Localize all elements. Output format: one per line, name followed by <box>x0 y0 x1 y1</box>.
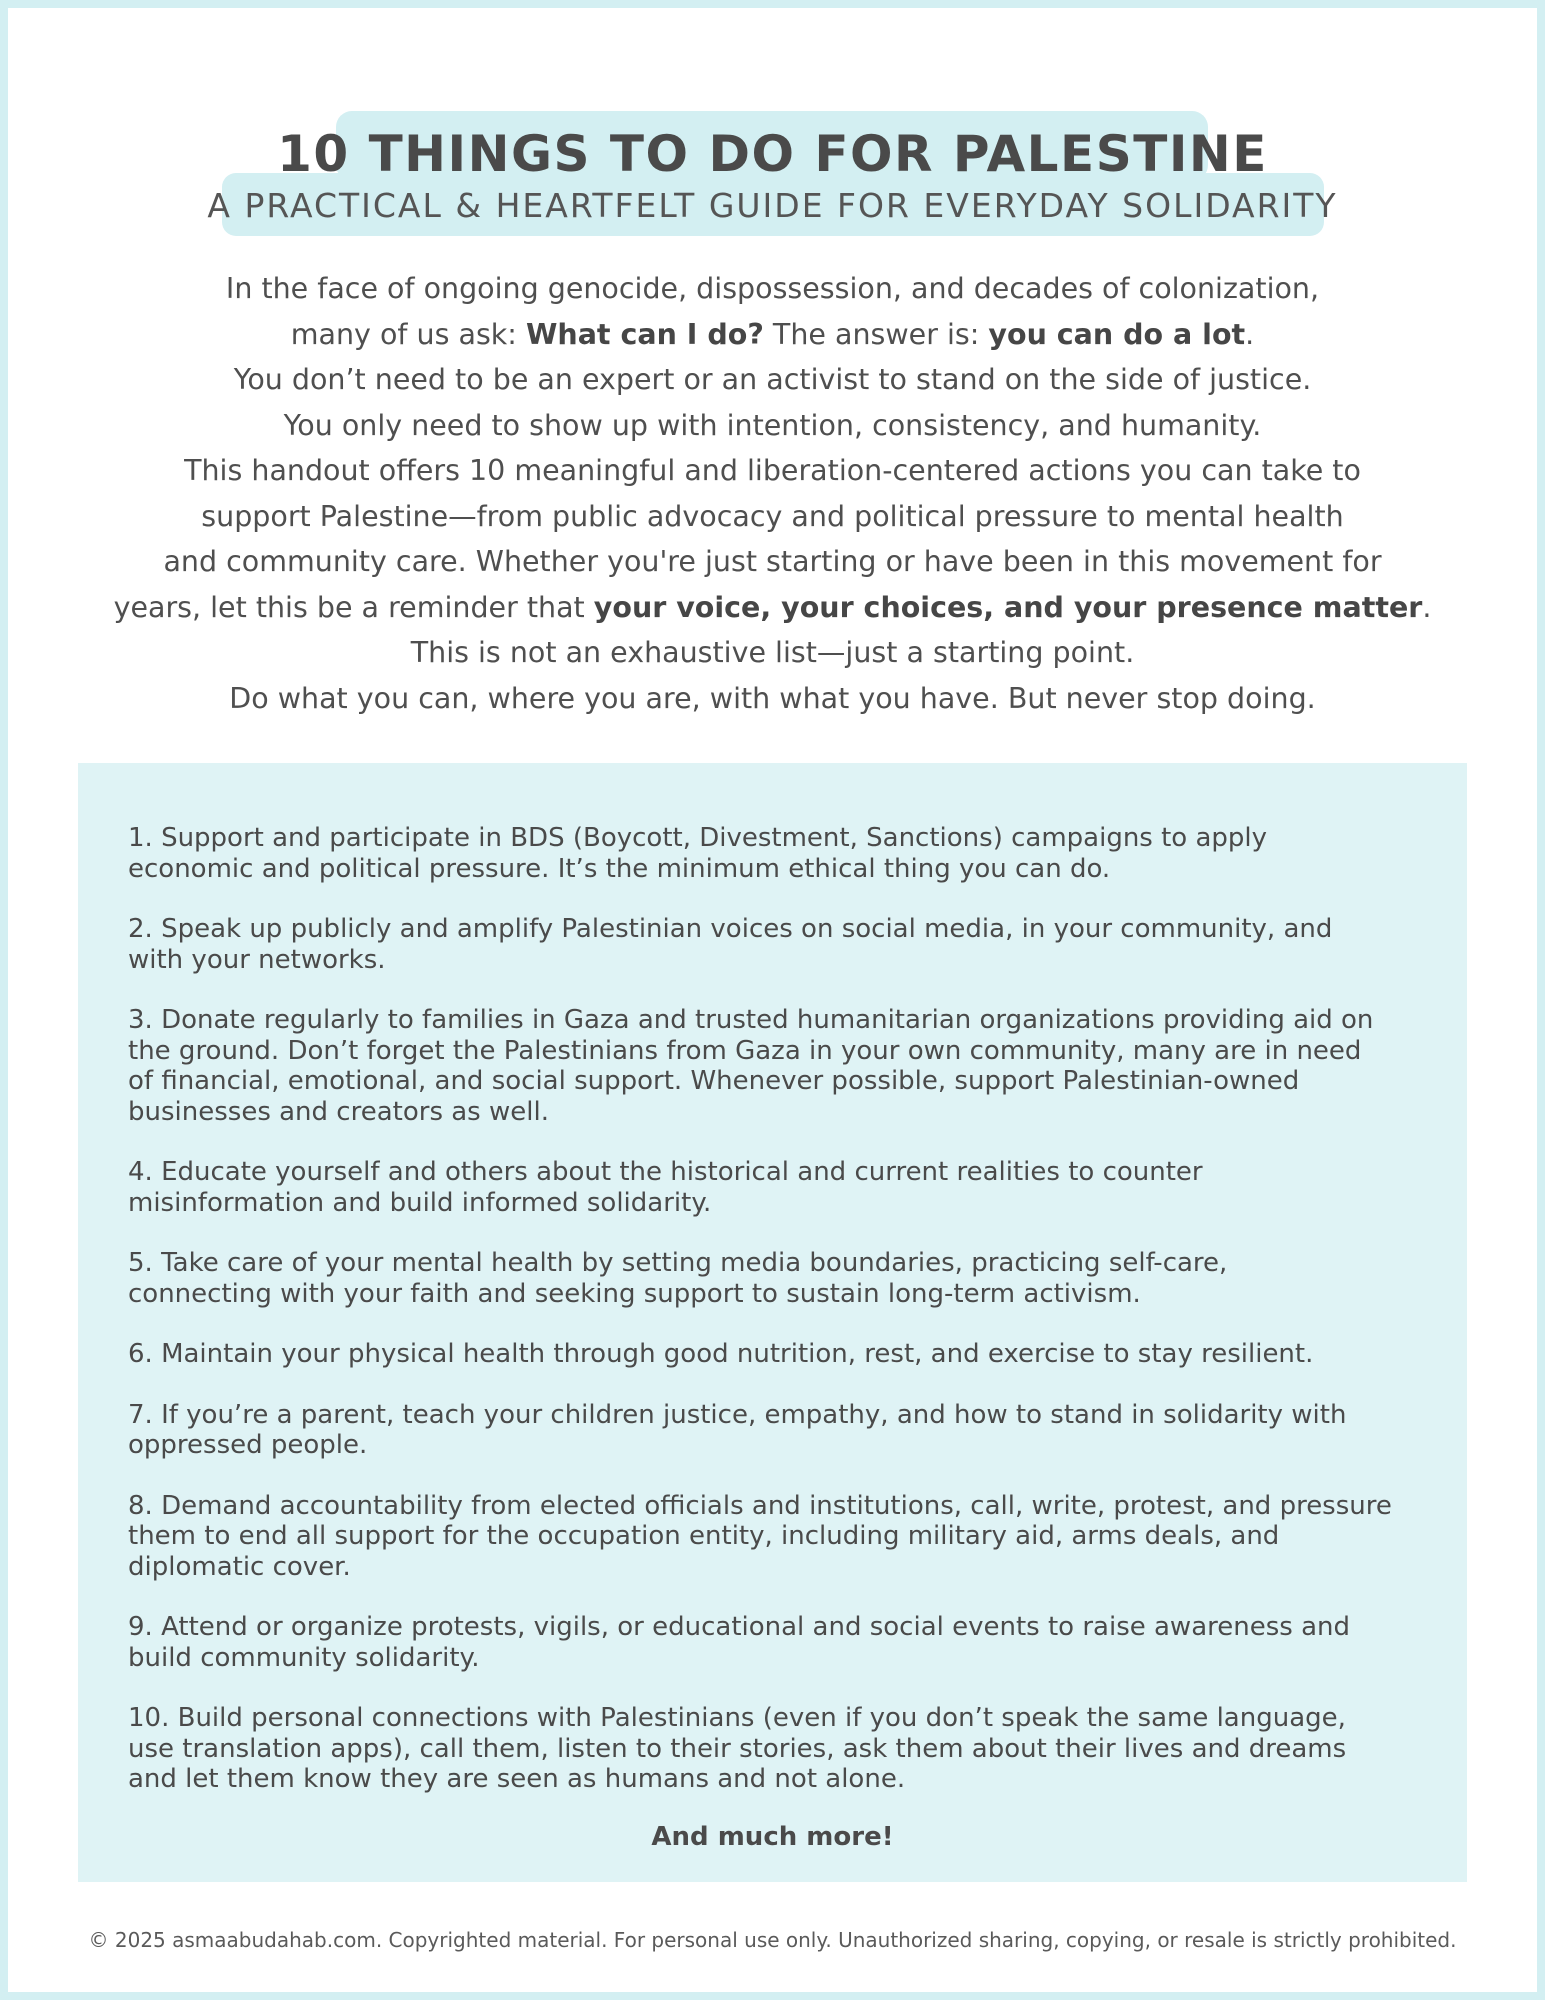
intro-line: You only need to show up with intention, consistency, and humanity. <box>283 408 1262 442</box>
intro-line <box>100 312 1445 358</box>
list-item: 9. Attend or organize protests, vigils, or educational and social events to raise awareness and build community solidarity. <box>128 1612 1350 1673</box>
intro-emphasis: What can I do? <box>525 317 764 351</box>
intro-paragraph <box>100 266 1445 721</box>
intro-emphasis: your voice, your choices, and your presence matter <box>593 590 1423 624</box>
intro-text: many of us ask: <box>290 317 526 351</box>
intro-text: . <box>1422 590 1432 624</box>
intro-line: This handout offers 10 meaningful and liberation-centered actions you can take to <box>184 454 1361 487</box>
page-subtitle: A PRACTICAL & HEARTFELT GUIDE FOR EVERYDAY SOLIDARITY <box>207 186 1338 225</box>
intro-line: This is not an exhaustive list—just a starting point. <box>410 636 1135 669</box>
intro-line <box>100 585 1445 631</box>
intro-text: years, let this be a reminder that <box>113 590 594 624</box>
intro-line: Do what you can, where you are, with what you have. But never stop doing. <box>229 681 1316 715</box>
list-item: 8. Demand accountability from elected officials and institutions, call, write, protest, and pressure them to end all support for the occupation entity, including military aid, arms deals, and diplomatic cover. <box>128 1490 1392 1582</box>
intro-line: support Palestine—from public advocacy and political pressure to mental health <box>201 499 1344 533</box>
copyright-footer: © 2025 asmaabudahab.com. Copyrighted material. For personal use only. Unauthorized sharing, copying, or resale is strictly prohibited. <box>88 1928 1457 1952</box>
list-item: 3. Donate regularly to families in Gaza and trusted humanitarian organizations providing aid on the ground. Don’t forget the Palestinians from Gaza in your own community, many are in need of financial, emotional, and social support. Whenever possible, support Palestinian-owned businesses and creators as well. <box>128 1005 1374 1127</box>
list-item: 2. Speak up publicly and amplify Palestinian voices on social media, in your community, and with your networks. <box>128 914 1333 975</box>
closing-text: And much more! <box>651 1822 894 1852</box>
list-item: 10. Build personal connections with Palestinians (even if you don’t speak the same language, use translation apps), call them, listen to their stories, ask them about their lives and dreams and let them know they are seen as humans and not alone. <box>128 1703 1347 1794</box>
list-item: 5. Take care of your mental health by setting media boundaries, practicing self-care, connecting with your faith and seeking support to sustain long-term activism. <box>128 1248 1228 1309</box>
actions-list <box>128 823 1438 1825</box>
list-item: 4. Educate yourself and others about the historical and current realities to counter misinformation and build informed solidarity. <box>128 1157 1203 1218</box>
header <box>0 110 1545 240</box>
intro-text: . <box>1245 317 1255 351</box>
list-item: 6. Maintain your physical health through good nutrition, rest, and exercise to stay resilient. <box>128 1339 1314 1369</box>
intro-line: In the face of ongoing genocide, dispossession, and decades of colonization, <box>225 272 1320 305</box>
intro-line: and community care. Whether you're just starting or have been in this movement for <box>163 545 1382 578</box>
list-item: 7. If you’re a parent, teach your children justice, empathy, and how to stand in solidarity with oppressed people. <box>128 1399 1347 1460</box>
page-title: 10 THINGS TO DO FOR PALESTINE <box>277 125 1268 183</box>
intro-emphasis: you can do a lot <box>988 317 1246 351</box>
intro-text: The answer is: <box>763 317 989 351</box>
intro-line: You don’t need to be an expert or an activist to stand on the side of justice. <box>233 363 1312 396</box>
list-item: 1. Support and participate in BDS (Boycott, Divestment, Sanctions) campaigns to apply economic and political pressure. It’s the minimum ethical thing you can do. <box>128 823 1268 884</box>
